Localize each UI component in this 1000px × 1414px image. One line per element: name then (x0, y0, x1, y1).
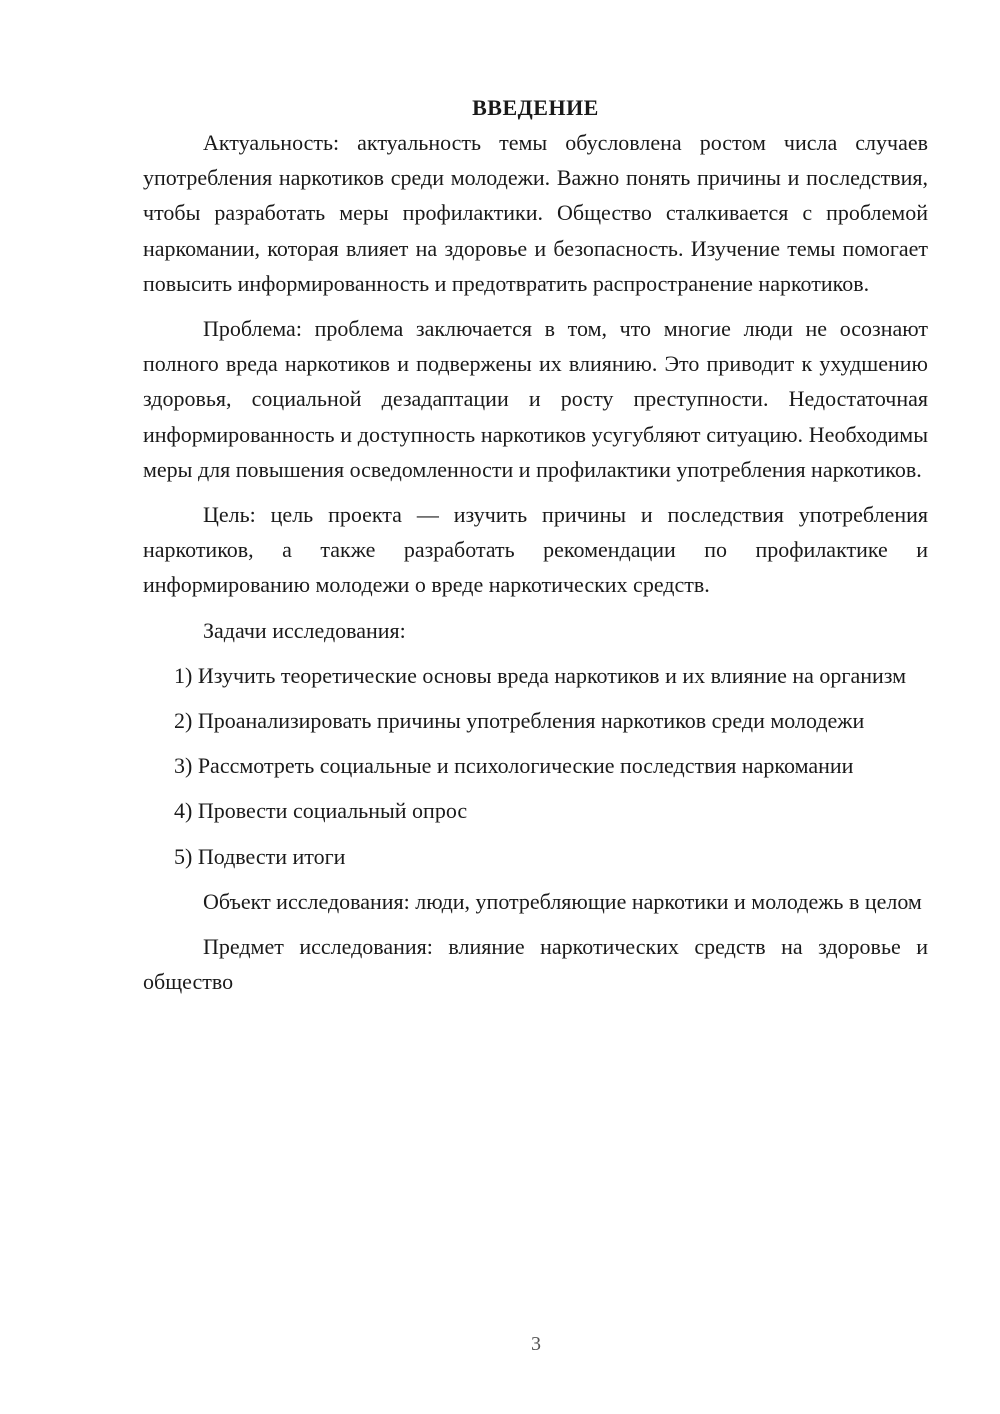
document-page (143, 90, 928, 999)
relevance-paragraph: Актуальность: актуальность темы обусловлена ростом числа случаев употребления наркотиков среди молодежи. Важно понять причины и последствия, чтобы разработать меры профилактики. Общество сталкивается с проблемой наркомании, которая влияет на здоровье и безопасность. Изучение темы помогает повысить информированность и предотвратить распространение наркотиков. (143, 130, 928, 296)
goal-paragraph: Цель: цель проекта — изучить причины и последствия употребления наркотиков, а также разработать рекомендации по профилактике и информированию молодежи о вреде наркотических средств. (143, 502, 928, 598)
object-paragraph: Объект исследования: люди, употребляющие наркотики и молодежь в целом (203, 888, 922, 914)
section-heading: ВВЕДЕНИЕ (472, 95, 599, 120)
page-number: 3 (531, 1333, 541, 1355)
task-item-2: 2) Проанализировать причины употребления наркотиков среди молодежи (174, 708, 865, 734)
task-item-3: 3) Рассмотреть социальные и психологические последствия наркомании (174, 753, 854, 779)
subject-paragraph: Предмет исследования: влияние наркотических средств на здоровье и общество (143, 934, 928, 995)
problem-paragraph: Проблема: проблема заключается в том, что многие люди не осознают полного вреда наркотиков и подвержены их влиянию. Это приводит к ухудшению здоровья, социальной дезадаптации и росту преступности. Недостаточная информированность и доступность наркотиков усугубляют ситуацию. Необходимы меры для повышения осведомленности и профилактики употребления наркотиков. (143, 316, 928, 482)
tasks-label: Задачи исследования: (203, 617, 406, 643)
task-item-4: 4) Провести социальный опрос (174, 798, 468, 824)
task-item-1: 1) Изучить теоретические основы вреда наркотиков и их влияние на организм (174, 662, 907, 688)
task-item-5: 5) Подвести итоги (174, 843, 346, 869)
